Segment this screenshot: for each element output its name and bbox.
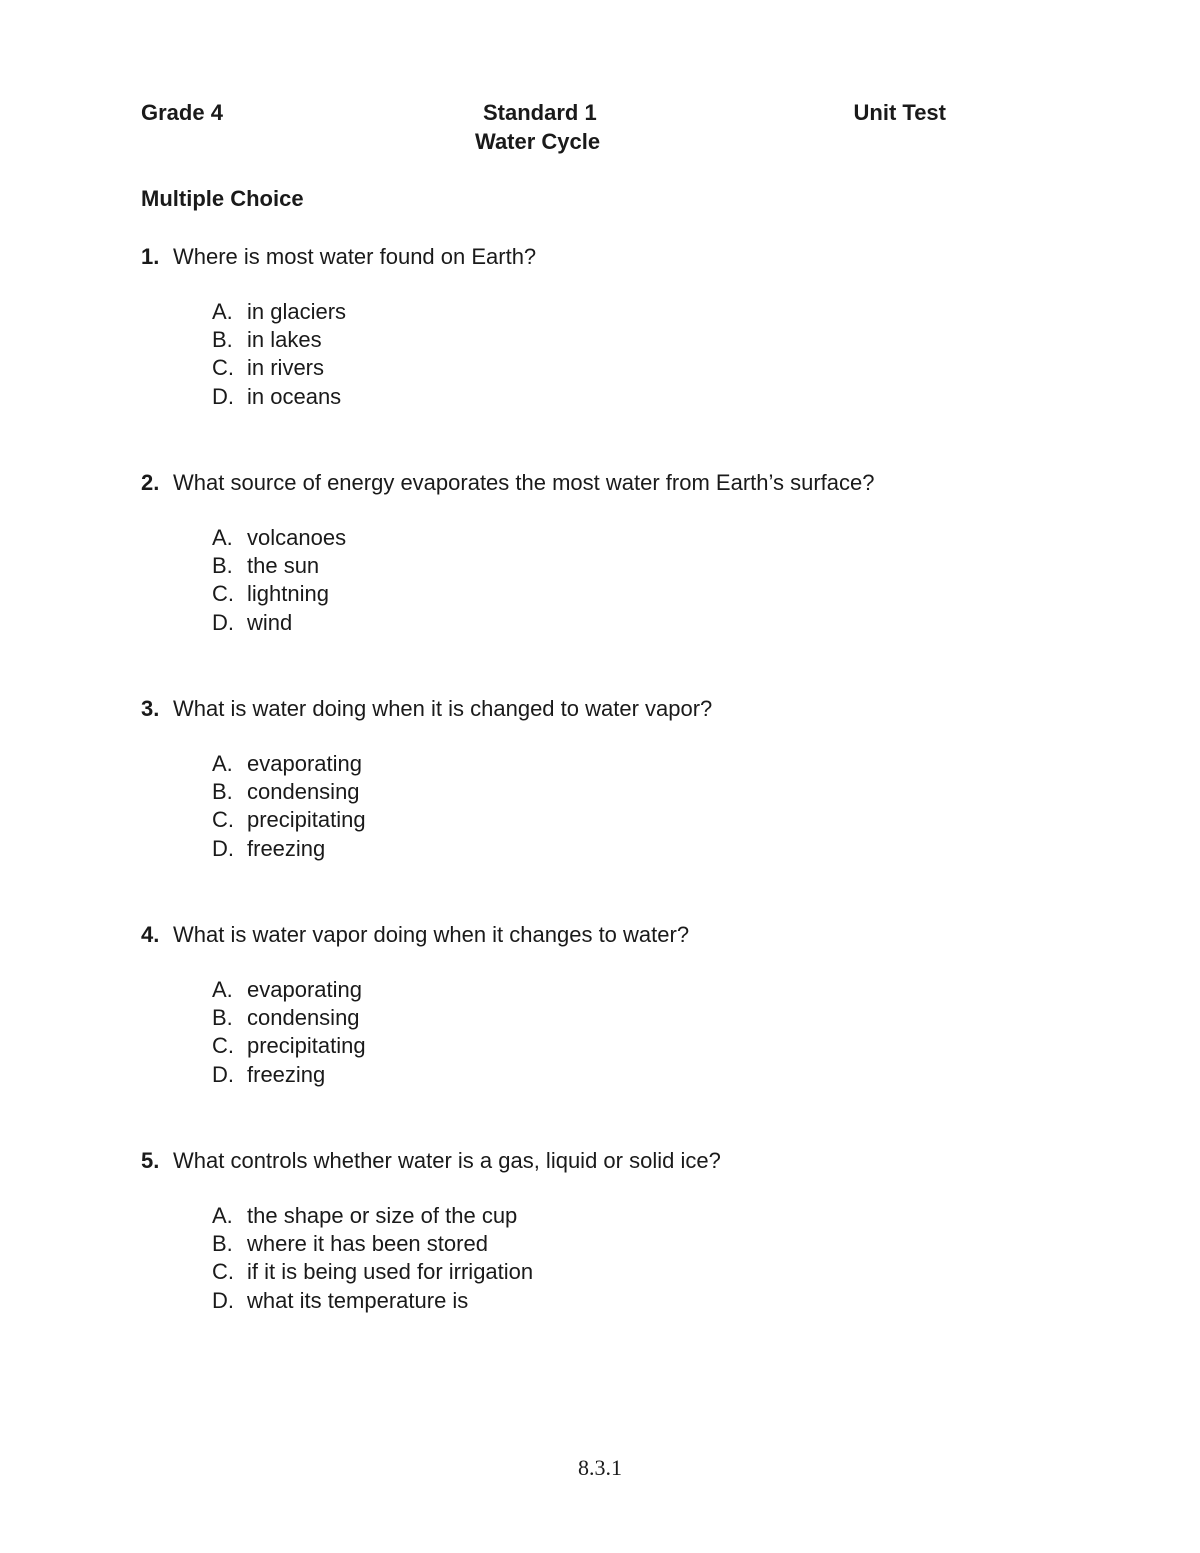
- answer-options: [141, 524, 1041, 637]
- question-2: [141, 468, 1041, 637]
- question-text: What controls whether water is a gas, liquid or solid ice?: [173, 1148, 721, 1173]
- option-letter: D.: [212, 1061, 234, 1087]
- document-subtitle: Water Cycle: [475, 129, 601, 154]
- option-letter: A.: [212, 299, 233, 324]
- option-text: freezing: [247, 835, 326, 861]
- option-letter: C.: [212, 355, 234, 381]
- answer-option: [212, 326, 1041, 354]
- option-text: in rivers: [247, 355, 325, 381]
- option-letter: C.: [212, 807, 234, 833]
- question-stem: [141, 920, 1041, 950]
- question-4: [141, 920, 1041, 1089]
- standard-label: Standard 1: [483, 100, 597, 125]
- answer-option: [212, 750, 1041, 778]
- answer-option: [212, 835, 1041, 863]
- option-letter: A.: [212, 1203, 233, 1228]
- option-letter: A.: [212, 751, 233, 776]
- option-text: precipitating: [247, 807, 366, 833]
- question-5: [141, 1146, 1041, 1315]
- option-letter: B.: [212, 779, 233, 805]
- answer-options: [141, 976, 1041, 1089]
- option-letter: B.: [212, 553, 233, 579]
- question-text: Where is most water found on Earth?: [173, 244, 537, 269]
- question-3: [141, 694, 1041, 863]
- answer-option: [212, 1032, 1041, 1060]
- test-type-label: Unit Test: [853, 100, 946, 125]
- option-letter: B.: [212, 1005, 233, 1031]
- document-header: [141, 100, 946, 130]
- answer-option: [212, 524, 1041, 552]
- answer-option: [212, 778, 1041, 806]
- answer-options: [141, 750, 1041, 863]
- answer-option: [212, 298, 1041, 326]
- option-text: in oceans: [247, 383, 342, 409]
- answer-option: [212, 976, 1041, 1004]
- question-stem: [141, 694, 1041, 724]
- question-number: 5.: [141, 1148, 160, 1173]
- option-text: where it has been stored: [247, 1231, 488, 1257]
- answer-option: [212, 552, 1041, 580]
- option-text: freezing: [247, 1061, 326, 1087]
- question-text: What source of energy evaporates the most water from Earth’s surface?: [173, 470, 875, 495]
- question-stem: [141, 468, 1041, 498]
- option-text: evaporating: [247, 751, 362, 776]
- question-number: 3.: [141, 696, 160, 721]
- option-letter: D.: [212, 1287, 234, 1313]
- answer-option: [212, 1287, 1041, 1315]
- option-text: the sun: [247, 553, 320, 579]
- option-text: the shape or size of the cup: [247, 1203, 518, 1228]
- answer-options: [141, 1202, 1041, 1315]
- option-letter: B.: [212, 327, 233, 353]
- option-text: if it is being used for irrigation: [247, 1259, 534, 1285]
- option-letter: B.: [212, 1231, 233, 1257]
- question-number: 2.: [141, 470, 160, 495]
- option-text: wind: [247, 609, 293, 635]
- option-letter: C.: [212, 581, 234, 607]
- option-text: in lakes: [247, 327, 322, 353]
- option-letter: A.: [212, 977, 233, 1002]
- option-letter: D.: [212, 383, 234, 409]
- option-text: volcanoes: [247, 525, 347, 550]
- option-text: evaporating: [247, 977, 362, 1002]
- question-1: [141, 242, 1041, 411]
- option-letter: A.: [212, 525, 233, 550]
- page-number: 8.3.1: [578, 1455, 622, 1480]
- question-text: What is water doing when it is changed to water vapor?: [173, 696, 713, 721]
- answer-option: [212, 609, 1041, 637]
- answer-option: [212, 383, 1041, 411]
- option-text: precipitating: [247, 1033, 366, 1059]
- section-heading: Multiple Choice: [141, 186, 304, 211]
- answer-option: [212, 580, 1041, 608]
- answer-option: [212, 1258, 1041, 1286]
- option-letter: C.: [212, 1259, 234, 1285]
- option-text: lightning: [247, 581, 329, 607]
- question-text: What is water vapor doing when it changes to water?: [173, 922, 690, 947]
- option-letter: C.: [212, 1033, 234, 1059]
- option-letter: D.: [212, 609, 234, 635]
- question-stem: [141, 1146, 1041, 1176]
- option-text: condensing: [247, 779, 360, 805]
- option-text: condensing: [247, 1005, 360, 1031]
- answer-option: [212, 1061, 1041, 1089]
- question-number: 1.: [141, 244, 160, 269]
- option-text: what its temperature is: [247, 1287, 469, 1313]
- option-letter: D.: [212, 835, 234, 861]
- answer-option: [212, 354, 1041, 382]
- question-stem: [141, 242, 1041, 272]
- answer-options: [141, 298, 1041, 411]
- option-text: in glaciers: [247, 299, 347, 324]
- answer-option: [212, 1230, 1041, 1258]
- answer-option: [212, 1202, 1041, 1230]
- answer-option: [212, 806, 1041, 834]
- answer-option: [212, 1004, 1041, 1032]
- question-number: 4.: [141, 922, 160, 947]
- grade-label: Grade 4: [141, 100, 223, 125]
